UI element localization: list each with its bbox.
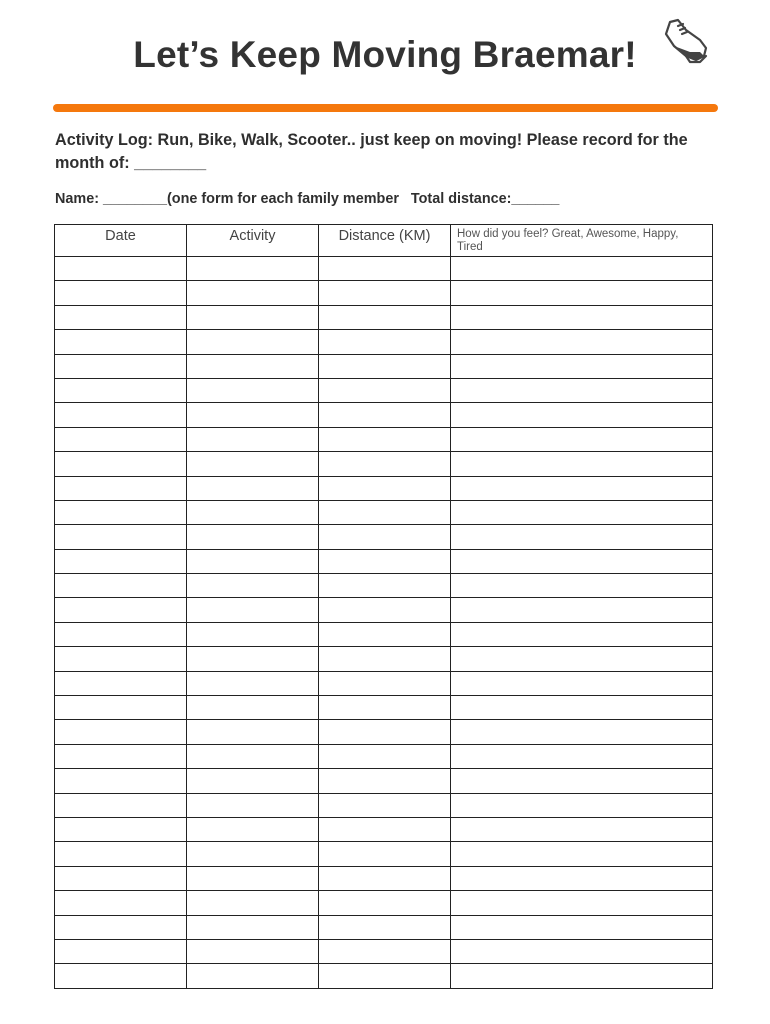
activity-cell[interactable] [187, 403, 319, 427]
distance-cell[interactable] [319, 354, 451, 378]
activity-cell[interactable] [187, 549, 319, 573]
distance-cell[interactable] [319, 817, 451, 841]
activity-cell[interactable] [187, 915, 319, 939]
distance-cell[interactable] [319, 866, 451, 890]
date-cell[interactable] [55, 281, 187, 305]
feeling-cell[interactable] [451, 647, 713, 671]
distance-cell[interactable] [319, 257, 451, 281]
date-cell[interactable] [55, 671, 187, 695]
intro-text: Activity Log: Run, Bike, Walk, Scooter.. just keep on moving! Please record for the month of: ________ [55, 131, 688, 172]
distance-cell[interactable] [319, 598, 451, 622]
activity-cell[interactable] [187, 598, 319, 622]
activity-cell[interactable] [187, 671, 319, 695]
activity-cell[interactable] [187, 427, 319, 451]
activity-cell[interactable] [187, 866, 319, 890]
column-header-date: Date [55, 225, 187, 257]
feeling-cell[interactable] [451, 891, 713, 915]
feeling-cell[interactable] [451, 817, 713, 841]
date-cell[interactable] [55, 647, 187, 671]
distance-cell[interactable] [319, 378, 451, 402]
table-row [55, 915, 713, 939]
table-row [55, 891, 713, 915]
distance-cell[interactable] [319, 744, 451, 768]
distance-cell[interactable] [319, 793, 451, 817]
orange-divider [53, 104, 718, 112]
distance-cell[interactable] [319, 939, 451, 963]
date-cell[interactable] [55, 452, 187, 476]
activity-cell[interactable] [187, 964, 319, 989]
activity-cell[interactable] [187, 330, 319, 354]
page-title: Let’s Keep Moving Braemar! [133, 34, 637, 75]
table-body [55, 257, 713, 989]
table-row [55, 257, 713, 281]
activity-cell[interactable] [187, 354, 319, 378]
date-cell[interactable] [55, 476, 187, 500]
date-cell[interactable] [55, 964, 187, 989]
table-row [55, 281, 713, 305]
table-row [55, 720, 713, 744]
table-row [55, 622, 713, 646]
feeling-cell[interactable] [451, 696, 713, 720]
date-cell[interactable] [55, 257, 187, 281]
feeling-cell[interactable] [451, 744, 713, 768]
distance-cell[interactable] [319, 915, 451, 939]
table-row [55, 842, 713, 866]
date-cell[interactable] [55, 891, 187, 915]
table-row [55, 500, 713, 524]
table-row [55, 939, 713, 963]
distance-cell[interactable] [319, 549, 451, 573]
distance-cell[interactable] [319, 964, 451, 989]
table-row [55, 671, 713, 695]
activity-cell[interactable] [187, 842, 319, 866]
table-row [55, 525, 713, 549]
distance-cell[interactable] [319, 647, 451, 671]
feeling-cell[interactable] [451, 842, 713, 866]
distance-cell[interactable] [319, 281, 451, 305]
feeling-cell[interactable] [451, 915, 713, 939]
distance-cell[interactable] [319, 500, 451, 524]
table-row [55, 744, 713, 768]
table-row [55, 354, 713, 378]
feeling-cell[interactable] [451, 793, 713, 817]
feeling-cell[interactable] [451, 866, 713, 890]
feeling-cell[interactable] [451, 574, 713, 598]
table-row [55, 305, 713, 329]
activity-cell[interactable] [187, 817, 319, 841]
feeling-cell[interactable] [451, 549, 713, 573]
feeling-cell[interactable] [451, 476, 713, 500]
activity-cell[interactable] [187, 696, 319, 720]
feeling-cell[interactable] [451, 964, 713, 989]
table-row [55, 574, 713, 598]
date-cell[interactable] [55, 939, 187, 963]
activity-cell[interactable] [187, 452, 319, 476]
table-row [55, 452, 713, 476]
date-cell[interactable] [55, 378, 187, 402]
distance-cell[interactable] [319, 696, 451, 720]
table-row [55, 793, 713, 817]
column-header-activity: Activity [187, 225, 319, 257]
table-row [55, 403, 713, 427]
date-cell[interactable] [55, 598, 187, 622]
distance-cell[interactable] [319, 720, 451, 744]
distance-cell[interactable] [319, 476, 451, 500]
table-header-row [55, 225, 713, 257]
distance-cell[interactable] [319, 574, 451, 598]
date-cell[interactable] [55, 330, 187, 354]
table-row [55, 476, 713, 500]
date-cell[interactable] [55, 842, 187, 866]
activity-cell[interactable] [187, 257, 319, 281]
activity-cell[interactable] [187, 525, 319, 549]
table-row [55, 817, 713, 841]
distance-cell[interactable] [319, 305, 451, 329]
activity-cell[interactable] [187, 281, 319, 305]
activity-cell[interactable] [187, 622, 319, 646]
distance-cell[interactable] [319, 842, 451, 866]
feeling-cell[interactable] [451, 939, 713, 963]
distance-cell[interactable] [319, 671, 451, 695]
distance-cell[interactable] [319, 452, 451, 476]
feeling-cell[interactable] [451, 452, 713, 476]
table-row [55, 964, 713, 989]
feeling-cell[interactable] [451, 281, 713, 305]
activity-cell[interactable] [187, 939, 319, 963]
table-row [55, 598, 713, 622]
date-cell[interactable] [55, 427, 187, 451]
table-row [55, 696, 713, 720]
date-cell[interactable] [55, 866, 187, 890]
date-cell[interactable] [55, 915, 187, 939]
info-line [55, 191, 725, 207]
feeling-cell[interactable] [451, 427, 713, 451]
feeling-cell[interactable] [451, 354, 713, 378]
name-field-label: Name: ________(one form for each family member [55, 191, 399, 207]
table-row [55, 769, 713, 793]
feeling-cell[interactable] [451, 330, 713, 354]
date-cell[interactable] [55, 500, 187, 524]
running-shoe-icon [656, 16, 710, 64]
feeling-cell[interactable] [451, 525, 713, 549]
feeling-cell[interactable] [451, 378, 713, 402]
distance-cell[interactable] [319, 403, 451, 427]
activity-cell[interactable] [187, 500, 319, 524]
activity-cell[interactable] [187, 574, 319, 598]
activity-log-table [54, 224, 713, 989]
activity-cell[interactable] [187, 305, 319, 329]
activity-cell[interactable] [187, 476, 319, 500]
date-cell[interactable] [55, 525, 187, 549]
distance-cell[interactable] [319, 769, 451, 793]
feeling-cell[interactable] [451, 671, 713, 695]
distance-cell[interactable] [319, 427, 451, 451]
activity-cell[interactable] [187, 720, 319, 744]
date-cell[interactable] [55, 549, 187, 573]
feeling-cell[interactable] [451, 622, 713, 646]
feeling-cell[interactable] [451, 500, 713, 524]
feeling-cell[interactable] [451, 403, 713, 427]
table-row [55, 549, 713, 573]
column-header-feeling: How did you feel? Great, Awesome, Happy, Tired [451, 225, 713, 257]
feeling-cell[interactable] [451, 305, 713, 329]
feeling-cell[interactable] [451, 598, 713, 622]
activity-cell[interactable] [187, 647, 319, 671]
distance-cell[interactable] [319, 622, 451, 646]
date-cell[interactable] [55, 769, 187, 793]
feeling-cell[interactable] [451, 769, 713, 793]
table-row [55, 866, 713, 890]
distance-cell[interactable] [319, 330, 451, 354]
date-cell[interactable] [55, 354, 187, 378]
activity-cell[interactable] [187, 378, 319, 402]
date-cell[interactable] [55, 305, 187, 329]
table-row [55, 378, 713, 402]
activity-cell[interactable] [187, 744, 319, 768]
total-distance-label: Total distance:______ [410, 191, 560, 207]
date-cell[interactable] [55, 817, 187, 841]
distance-cell[interactable] [319, 525, 451, 549]
date-cell[interactable] [55, 696, 187, 720]
feeling-cell[interactable] [451, 720, 713, 744]
feeling-cell[interactable] [451, 257, 713, 281]
date-cell[interactable] [55, 622, 187, 646]
column-header-distance: Distance (KM) [319, 225, 451, 257]
date-cell[interactable] [55, 720, 187, 744]
activity-cell[interactable] [187, 891, 319, 915]
distance-cell[interactable] [319, 891, 451, 915]
date-cell[interactable] [55, 793, 187, 817]
table-row [55, 647, 713, 671]
date-cell[interactable] [55, 574, 187, 598]
activity-cell[interactable] [187, 793, 319, 817]
table-row [55, 427, 713, 451]
activity-cell[interactable] [187, 769, 319, 793]
table-row [55, 330, 713, 354]
date-cell[interactable] [55, 744, 187, 768]
date-cell[interactable] [55, 403, 187, 427]
